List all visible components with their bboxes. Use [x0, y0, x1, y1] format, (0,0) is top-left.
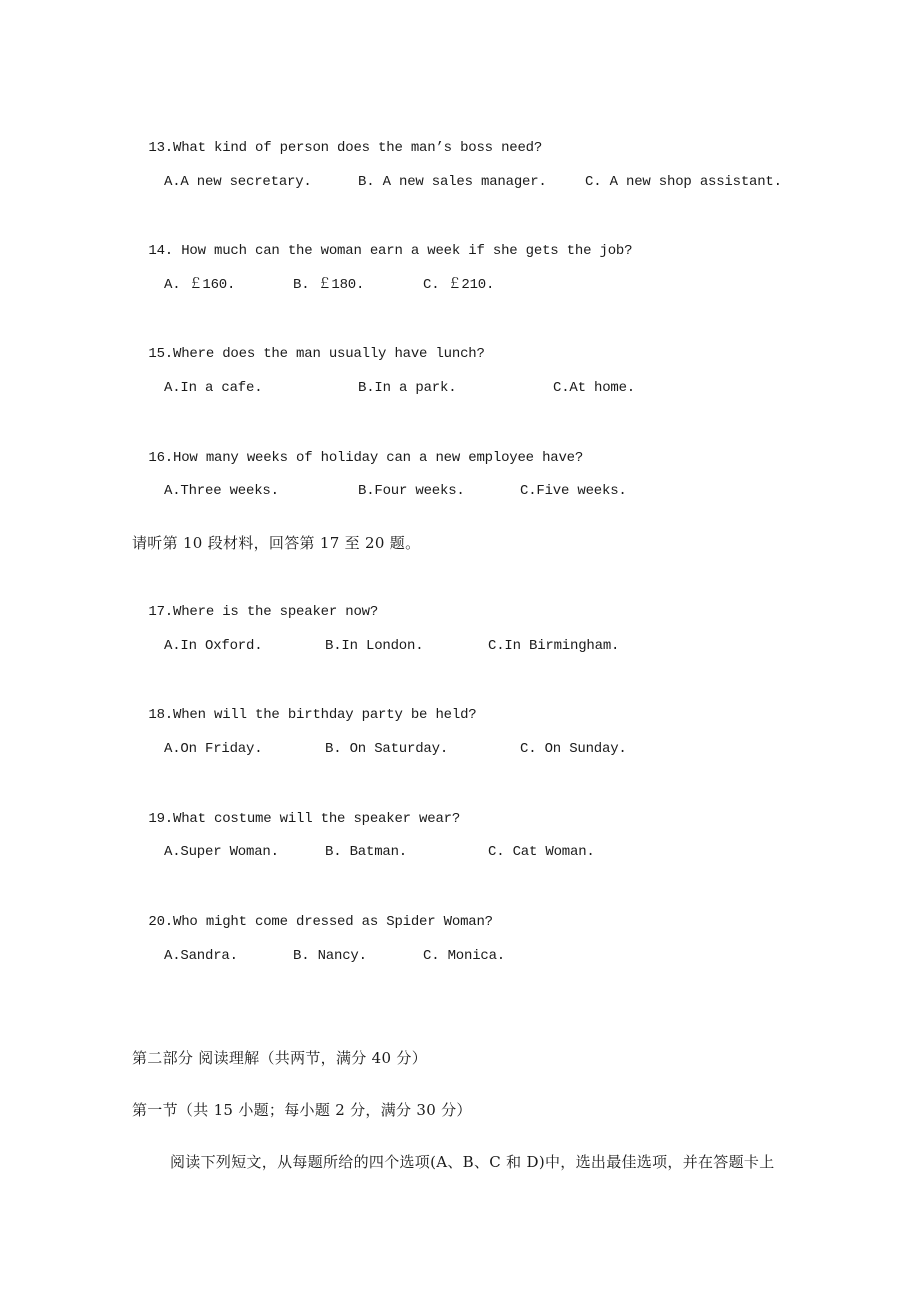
section-1-title: 第一节（共 15 小题；每小题 2 分，满分 30 分）: [132, 1101, 472, 1119]
question-16: [132, 431, 583, 467]
question-number: 13.: [148, 140, 174, 156]
option-b: B.In a park.: [358, 380, 457, 396]
question-number: 15.: [148, 346, 174, 362]
option-a: A. ￡160.: [164, 277, 236, 293]
question-17: [132, 585, 378, 621]
question-number: 14.: [148, 243, 174, 259]
option-b: B. Batman.: [325, 844, 408, 860]
option-c: C.At home.: [553, 380, 636, 396]
option-c: C. Cat Woman.: [488, 844, 595, 860]
section-instruction: 请听第 10 段材料，回答第 17 至 20 题。: [132, 534, 421, 552]
option-c: C.In Birmingham.: [488, 638, 620, 654]
question-text: What kind of person does the man’s boss need?: [173, 140, 543, 156]
question-20: [132, 895, 493, 931]
option-c: C. On Sunday.: [520, 741, 627, 757]
option-c: C. Monica.: [423, 948, 506, 964]
option-a: A.In Oxford.: [164, 638, 263, 654]
question-text: Who might come dressed as Spider Woman?: [173, 914, 493, 930]
question-text: Where does the man usually have lunch?: [173, 346, 485, 362]
question-14: [132, 224, 632, 260]
option-a: A.On Friday.: [164, 741, 263, 757]
question-number: 17.: [148, 604, 174, 620]
option-a: A.A new secretary.: [164, 174, 312, 190]
reading-instructions: 阅读下列短文，从每题所给的四个选项(A、B、C 和 D)中，选出最佳选项，并在答题卡上: [170, 1153, 775, 1171]
question-number: 20.: [148, 914, 174, 930]
question-text: What costume will the speaker wear?: [173, 811, 461, 827]
question-number: 16.: [148, 450, 174, 466]
option-b: B. A new sales manager.: [358, 174, 547, 190]
question-number: 18.: [148, 707, 174, 723]
question-number: 19.: [148, 811, 174, 827]
question-19: [132, 792, 460, 828]
question-text: When will the birthday party be held?: [173, 707, 477, 723]
question-15: [132, 327, 485, 363]
option-c: C. ￡210.: [423, 277, 495, 293]
part-2-title: 第二部分 阅读理解（共两节，满分 40 分）: [132, 1049, 427, 1067]
option-a: A.Three weeks.: [164, 483, 279, 499]
option-a: A.Super Woman.: [164, 844, 279, 860]
option-a: A.Sandra.: [164, 948, 238, 964]
question-text: How many weeks of holiday can a new employee have?: [173, 450, 584, 466]
question-13: [132, 121, 542, 157]
option-c: C. A new shop assistant.: [585, 174, 782, 190]
question-text: How much can the woman earn a week if she gets the job?: [173, 243, 633, 259]
option-b: B. ￡180.: [293, 277, 365, 293]
option-b: B.Four weeks.: [358, 483, 465, 499]
question-18: [132, 688, 476, 724]
question-text: Where is the speaker now?: [173, 604, 379, 620]
option-b: B. On Saturday.: [325, 741, 449, 757]
option-a: A.In a cafe.: [164, 380, 263, 396]
option-b: B. Nancy.: [293, 948, 367, 964]
option-c: C.Five weeks.: [520, 483, 627, 499]
option-b: B.In London.: [325, 638, 424, 654]
